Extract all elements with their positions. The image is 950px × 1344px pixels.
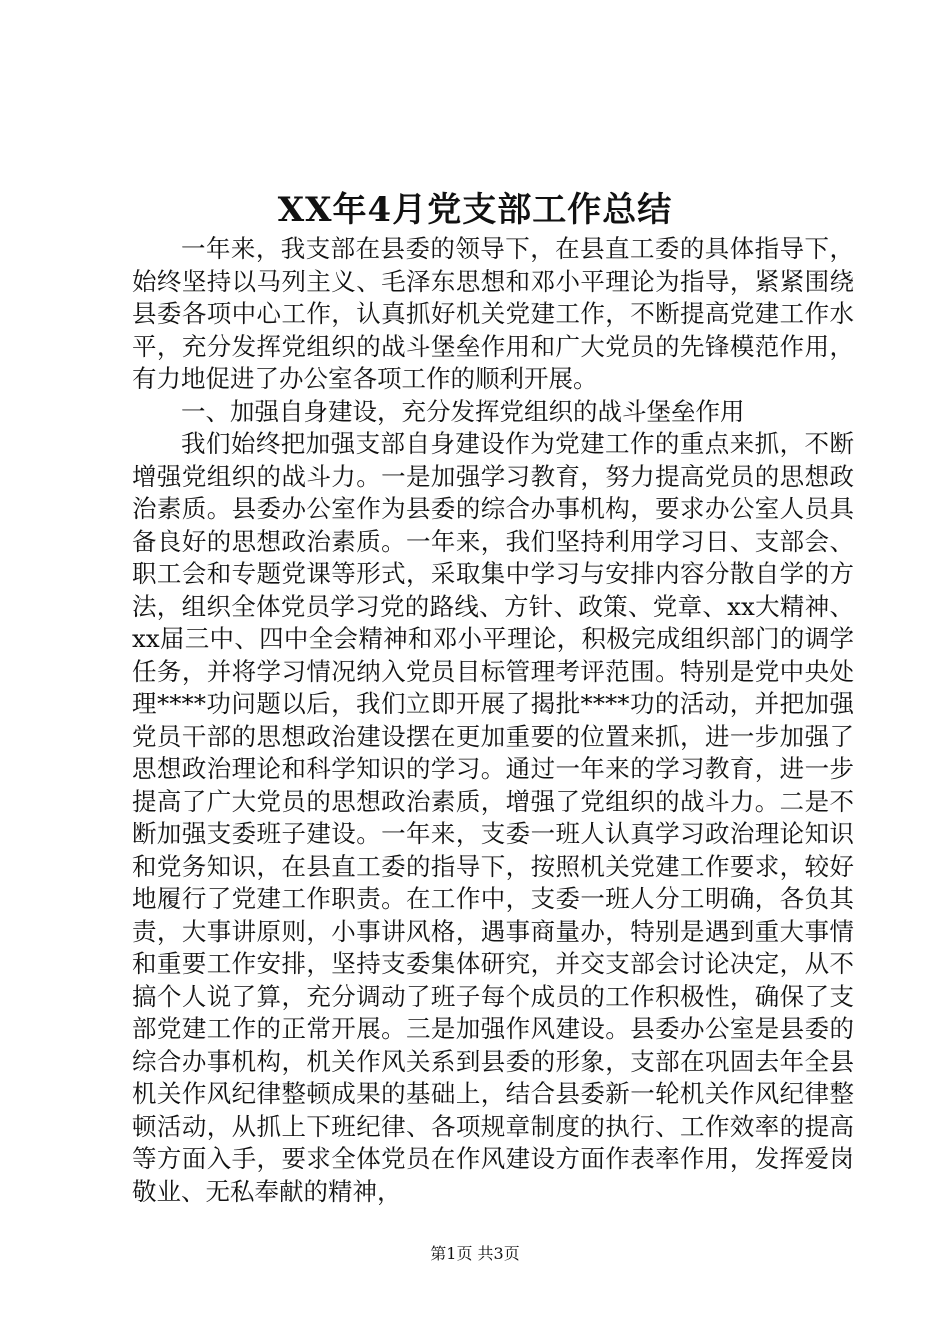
page-number-footer: 第1页 共3页 [430, 1244, 520, 1263]
document-title: XX年4月党支部工作总结 [277, 190, 673, 230]
document-body [132, 233, 854, 1208]
paragraph-section-1: 我们始终把加强支部自身建设作为党建工作的重点来抓，不断增强党组织的战斗力。一是加强学习教育，努力提高党员的思想政治素质。县委办公室作为县委的综合办事机构，要求办公室人员具备良好的思想政治素质。一年来，我们坚持利用学习日、支部会、职工会和专题党课等形式，采取集中学习与安排内容分散自学的方法，组织全体党员学习党的路线、方针、政策、党章、xx大精神、xx届三中、四中全会精神和邓小平理论，积极完成组织部门的调学任务，并将学习情况纳入党员目标管理考评范围。特别是党中央处理****功问题以后，我们立即开展了揭批****功的活动，并把加强党员干部的思想政治建设摆在更加重要的位置来抓，进一步加强了思想政治理论和科学知识的学习。通过一年来的学习教育，进一步提高了广大党员的思想政治素质，增强了党组织的战斗力。二是不断加强支委班子建设。一年来，支委一班人认真学习政治理论知识和党务知识，在县直工委的指导下，按照机关党建工作要求，较好地履行了党建工作职责。在工作中，支委一班人分工明确，各负其责，大事讲原则，小事讲风格，遇事商量办，特别是遇到重大事情和重要工作安排，坚持支委集体研究，并交支部会讨论决定，从不搞个人说了算，充分调动了班子每个成员的工作积极性，确保了支部党建工作的正常开展。三是加强作风建设。县委办公室是县委的综合办事机构，机关作风关系到县委的形象，支部在巩固去年全县机关作风纪律整顿成果的基础上，结合县委新一轮机关作风纪律整顿活动，从抓上下班纪律、各项规章制度的执行、工作效率的提高等方面入手，要求全体党员在作风建设方面作表率作用，发挥爱岗敬业、无私奉献的精神， [132, 429, 854, 1206]
section-heading-1: 一、加强自身建设，充分发挥党组织的战斗堡垒作用 [181, 396, 745, 426]
paragraph-intro: 一年来，我支部在县委的领导下，在县直工委的具体指导下，始终坚持以马列主义、毛泽东思想和邓小平理论为指导，紧紧围绕县委各项中心工作，认真抓好机关党建工作，不断提高党建工作水平，充分发挥党组织的战斗堡垒作用和广大党员的先锋模范作用，有力地促进了办公室各项工作的顺利开展。 [132, 234, 854, 393]
